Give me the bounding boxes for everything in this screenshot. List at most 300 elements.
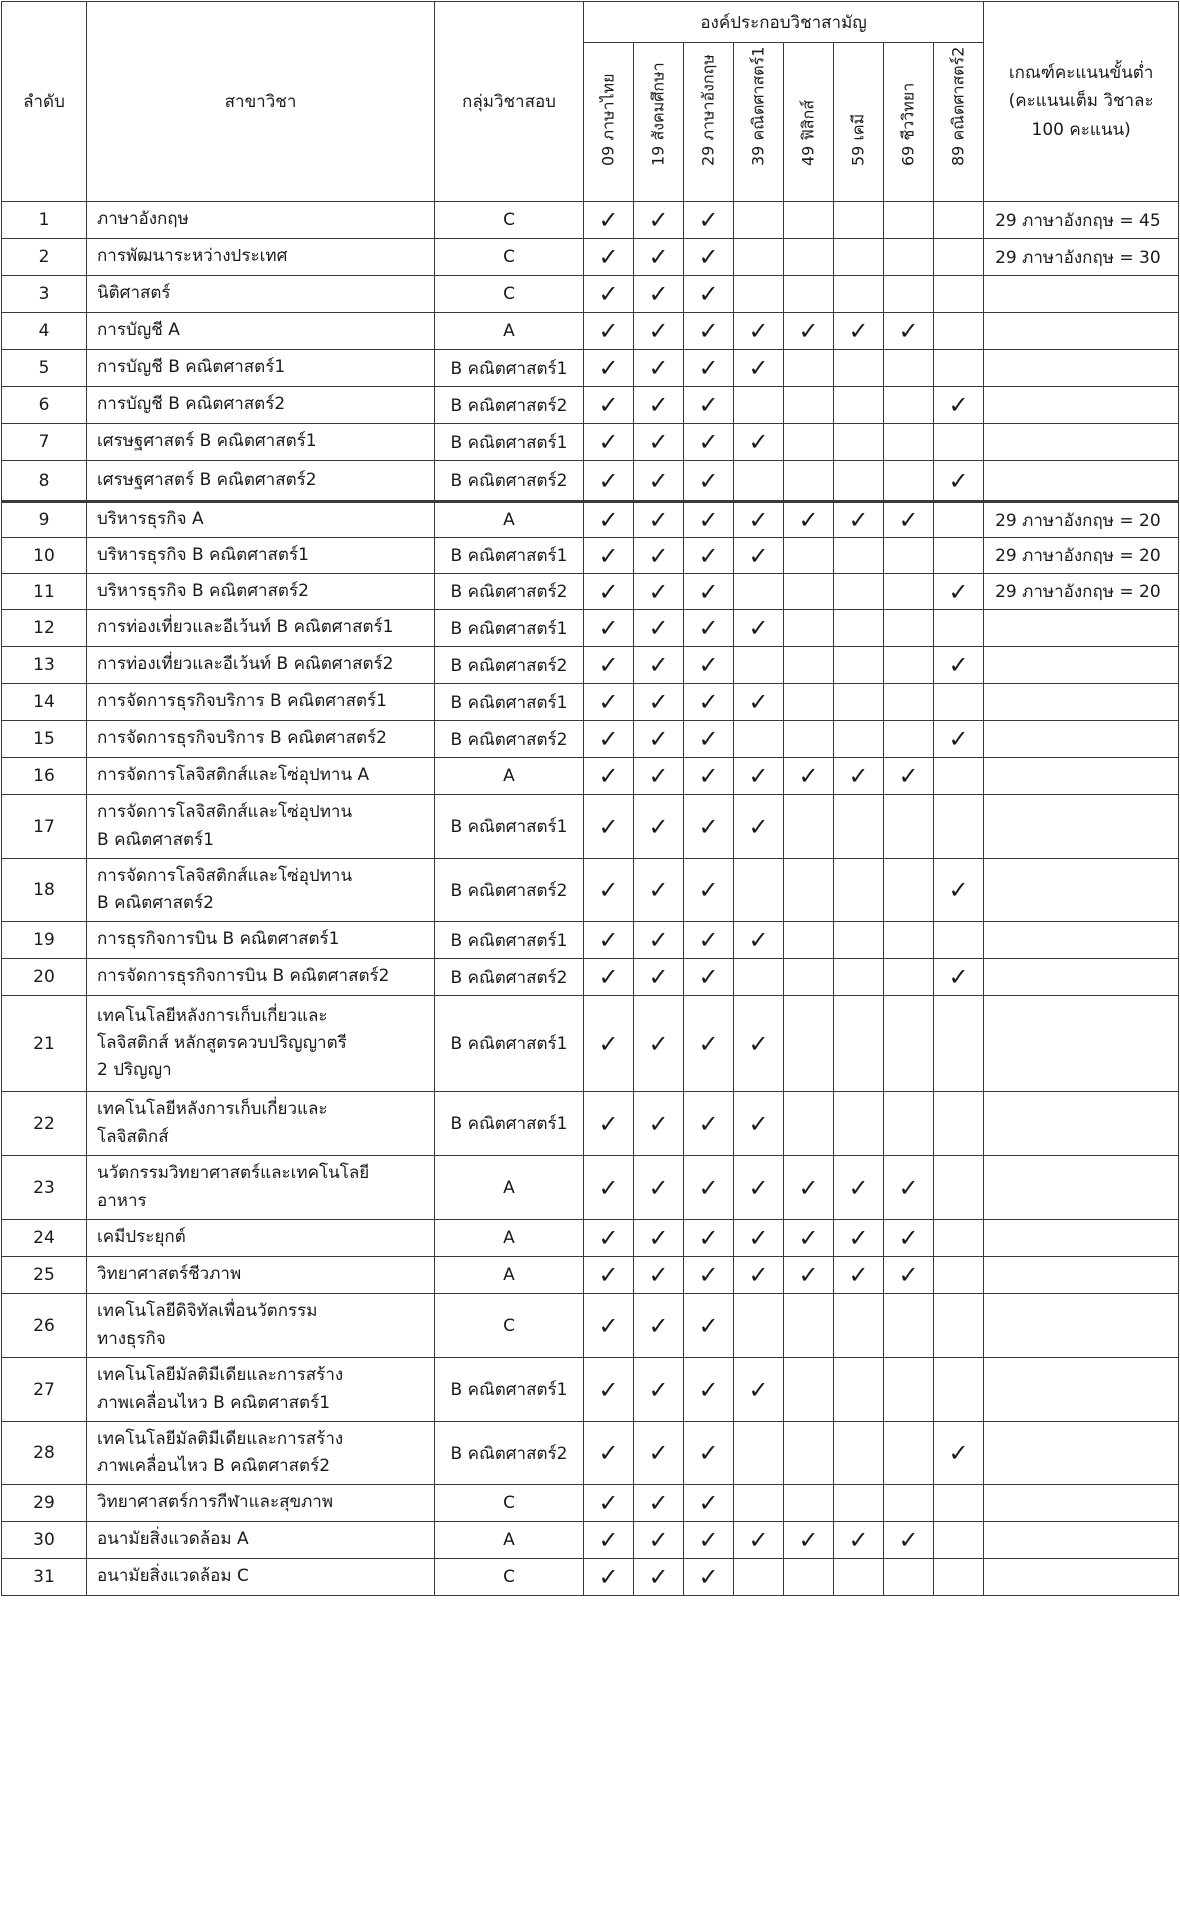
empty-cell: [834, 276, 884, 313]
empty-cell: [734, 1485, 784, 1522]
empty-cell: [934, 538, 984, 574]
check-mark-icon: ✓: [634, 996, 684, 1092]
check-mark-icon: ✓: [684, 1422, 734, 1485]
program-name: [87, 1257, 435, 1294]
admission-criteria-table: [1, 1, 1179, 1596]
check-mark-icon: ✓: [684, 684, 734, 721]
program-name-line: เทคโนโลยีมัลติมีเดียและการสร้าง: [97, 1365, 344, 1386]
empty-cell: [834, 350, 884, 387]
empty-cell: [734, 574, 784, 610]
program-name-line: การจัดการโลจิสติกส์และโซ่อุปทาน: [97, 865, 353, 886]
table-row: [2, 647, 1179, 684]
empty-cell: [834, 574, 884, 610]
program-name-line: การบัญชี B คณิตศาสตร์1: [97, 357, 286, 378]
check-mark-icon: ✓: [684, 996, 734, 1092]
row-index: 13: [2, 647, 87, 684]
subject-header-label: 69 ชีววิทยา: [898, 82, 917, 166]
program-name: [87, 610, 435, 647]
table-row: [2, 1522, 1179, 1559]
check-mark-icon: ✓: [684, 538, 734, 574]
exam-group: B คณิตศาสตร์2: [435, 574, 584, 610]
exam-group: B คณิตศาสตร์1: [435, 684, 584, 721]
empty-cell: [834, 647, 884, 684]
min-score-criteria: 29 ภาษาอังกฤษ = 45: [984, 202, 1179, 239]
empty-cell: [834, 538, 884, 574]
empty-cell: [784, 1092, 834, 1156]
program-name-line: 2 ปริญญา: [97, 1060, 172, 1081]
exam-group: B คณิตศาสตร์1: [435, 795, 584, 859]
row-index: 8: [2, 461, 87, 502]
row-index: 3: [2, 276, 87, 313]
empty-cell: [834, 684, 884, 721]
empty-cell: [884, 922, 934, 959]
check-mark-icon: ✓: [584, 684, 634, 721]
min-score-criteria: [984, 313, 1179, 350]
min-score-criteria: [984, 461, 1179, 502]
program-name: [87, 424, 435, 461]
check-mark-icon: ✓: [584, 1092, 634, 1156]
check-mark-icon: ✓: [684, 313, 734, 350]
criteria-table: [1, 1, 1179, 1596]
program-name-line: นิติศาสตร์: [97, 283, 171, 304]
subject-header-label: 39 คณิตศาสตร์1: [748, 46, 767, 166]
check-mark-icon: ✓: [584, 424, 634, 461]
min-score-criteria: [984, 1485, 1179, 1522]
empty-cell: [884, 276, 934, 313]
header-group: กลุ่มวิชาสอบ: [435, 2, 584, 202]
table-row: [2, 461, 1179, 502]
empty-cell: [734, 647, 784, 684]
check-mark-icon: ✓: [784, 313, 834, 350]
check-mark-icon: ✓: [834, 313, 884, 350]
check-mark-icon: ✓: [934, 721, 984, 758]
check-mark-icon: ✓: [584, 313, 634, 350]
check-mark-icon: ✓: [634, 795, 684, 859]
min-score-criteria: [984, 721, 1179, 758]
exam-group: B คณิตศาสตร์2: [435, 721, 584, 758]
empty-cell: [834, 461, 884, 502]
exam-group: B คณิตศาสตร์2: [435, 387, 584, 424]
check-mark-icon: ✓: [684, 502, 734, 538]
check-mark-icon: ✓: [684, 1092, 734, 1156]
table-row: [2, 350, 1179, 387]
check-mark-icon: ✓: [584, 1522, 634, 1559]
row-index: 16: [2, 758, 87, 795]
table-row: [2, 1257, 1179, 1294]
row-index: 19: [2, 922, 87, 959]
empty-cell: [784, 996, 834, 1092]
program-name-line: การจัดการธุรกิจการบิน B คณิตศาสตร์2: [97, 966, 390, 987]
check-mark-icon: ✓: [684, 574, 734, 610]
empty-cell: [834, 996, 884, 1092]
empty-cell: [934, 922, 984, 959]
check-mark-icon: ✓: [634, 610, 684, 647]
empty-cell: [884, 959, 934, 996]
check-mark-icon: ✓: [634, 1358, 684, 1422]
check-mark-icon: ✓: [634, 574, 684, 610]
min-score-criteria: [984, 1156, 1179, 1220]
empty-cell: [934, 313, 984, 350]
program-name-line: โลจิสติกส์ หลักสูตรควบปริญญาตรี: [97, 1032, 347, 1053]
check-mark-icon: ✓: [684, 922, 734, 959]
program-name-line: เทคโนโลยีหลังการเก็บเกี่ยวและ: [97, 1099, 328, 1120]
check-mark-icon: ✓: [734, 1092, 784, 1156]
program-name: [87, 647, 435, 684]
empty-cell: [734, 239, 784, 276]
empty-cell: [784, 239, 834, 276]
check-mark-icon: ✓: [734, 610, 784, 647]
subject-header-label: 29 ภาษาอังกฤษ: [698, 54, 717, 166]
min-score-criteria: [984, 424, 1179, 461]
check-mark-icon: ✓: [734, 350, 784, 387]
min-score-criteria: [984, 1294, 1179, 1358]
exam-group: A: [435, 313, 584, 350]
row-index: 29: [2, 1485, 87, 1522]
check-mark-icon: ✓: [684, 1559, 734, 1596]
program-name: [87, 202, 435, 239]
program-name-line: อนามัยสิ่งแวดล้อม C: [97, 1566, 249, 1587]
exam-group: B คณิตศาสตร์2: [435, 461, 584, 502]
program-name-line: เทคโนโลยีหลังการเก็บเกี่ยวและ: [97, 1005, 328, 1026]
empty-cell: [884, 538, 934, 574]
table-row: [2, 1092, 1179, 1156]
min-score-criteria: [984, 684, 1179, 721]
program-name-line: บริหารธุรกิจ B คณิตศาสตร์1: [97, 544, 309, 565]
empty-cell: [784, 1422, 834, 1485]
check-mark-icon: ✓: [584, 647, 634, 684]
check-mark-icon: ✓: [884, 1522, 934, 1559]
exam-group: B คณิตศาสตร์1: [435, 1358, 584, 1422]
empty-cell: [784, 859, 834, 922]
check-mark-icon: ✓: [684, 859, 734, 922]
table-row: [2, 1156, 1179, 1220]
row-index: 15: [2, 721, 87, 758]
check-mark-icon: ✓: [584, 758, 634, 795]
empty-cell: [834, 1485, 884, 1522]
program-name: [87, 922, 435, 959]
program-name: [87, 461, 435, 502]
empty-cell: [784, 424, 834, 461]
table-row: [2, 1220, 1179, 1257]
program-name: [87, 1294, 435, 1358]
empty-cell: [834, 1294, 884, 1358]
empty-cell: [884, 574, 934, 610]
program-name-line: การพัฒนาระหว่างประเทศ: [97, 246, 288, 267]
row-index: 1: [2, 202, 87, 239]
empty-cell: [734, 202, 784, 239]
program-name: [87, 1358, 435, 1422]
subject-header: [584, 43, 634, 202]
check-mark-icon: ✓: [584, 461, 634, 502]
check-mark-icon: ✓: [584, 610, 634, 647]
program-name: [87, 1485, 435, 1522]
check-mark-icon: ✓: [734, 1257, 784, 1294]
program-name-line: การจัดการโลจิสติกส์และโซ่อุปทาน: [97, 802, 353, 823]
check-mark-icon: ✓: [584, 1485, 634, 1522]
empty-cell: [834, 859, 884, 922]
check-mark-icon: ✓: [734, 1156, 784, 1220]
check-mark-icon: ✓: [634, 1220, 684, 1257]
check-mark-icon: ✓: [684, 1257, 734, 1294]
exam-group: B คณิตศาสตร์1: [435, 610, 584, 647]
empty-cell: [884, 721, 934, 758]
program-name: [87, 313, 435, 350]
empty-cell: [934, 758, 984, 795]
header-name: สาขาวิชา: [87, 2, 435, 202]
program-name-line: เคมีประยุกต์: [97, 1227, 186, 1248]
empty-cell: [784, 721, 834, 758]
exam-group: C: [435, 1559, 584, 1596]
empty-cell: [934, 1156, 984, 1220]
check-mark-icon: ✓: [684, 610, 734, 647]
program-name-line: การจัดการธุรกิจบริการ B คณิตศาสตร์1: [97, 691, 387, 712]
program-name-line: การท่องเที่ยวและอีเว้นท์ B คณิตศาสตร์1: [97, 617, 394, 638]
min-score-criteria: [984, 1220, 1179, 1257]
table-body: [2, 202, 1179, 1596]
empty-cell: [784, 1294, 834, 1358]
program-name-line: B คณิตศาสตร์1: [97, 829, 214, 850]
row-index: 7: [2, 424, 87, 461]
table-row: [2, 922, 1179, 959]
empty-cell: [934, 239, 984, 276]
min-score-criteria: [984, 387, 1179, 424]
check-mark-icon: ✓: [634, 1522, 684, 1559]
check-mark-icon: ✓: [734, 795, 784, 859]
min-score-criteria: [984, 959, 1179, 996]
check-mark-icon: ✓: [734, 1522, 784, 1559]
subject-header-label: 19 สังคมศึกษา: [648, 62, 667, 166]
exam-group: C: [435, 1294, 584, 1358]
check-mark-icon: ✓: [884, 1220, 934, 1257]
check-mark-icon: ✓: [684, 758, 734, 795]
min-score-criteria: [984, 350, 1179, 387]
check-mark-icon: ✓: [584, 1257, 634, 1294]
exam-group: C: [435, 276, 584, 313]
empty-cell: [734, 276, 784, 313]
check-mark-icon: ✓: [684, 202, 734, 239]
check-mark-icon: ✓: [834, 502, 884, 538]
program-name-line: การบัญชี B คณิตศาสตร์2: [97, 394, 286, 415]
table-row: [2, 502, 1179, 538]
check-mark-icon: ✓: [584, 721, 634, 758]
row-index: 14: [2, 684, 87, 721]
check-mark-icon: ✓: [734, 758, 784, 795]
empty-cell: [884, 202, 934, 239]
empty-cell: [734, 1559, 784, 1596]
check-mark-icon: ✓: [634, 1156, 684, 1220]
program-name-line: การจัดการโลจิสติกส์และโซ่อุปทาน A: [97, 765, 370, 786]
exam-group: C: [435, 202, 584, 239]
min-score-criteria: 29 ภาษาอังกฤษ = 30: [984, 239, 1179, 276]
check-mark-icon: ✓: [884, 1257, 934, 1294]
exam-group: B คณิตศาสตร์1: [435, 538, 584, 574]
empty-cell: [784, 276, 834, 313]
row-index: 6: [2, 387, 87, 424]
empty-cell: [934, 424, 984, 461]
empty-cell: [734, 1422, 784, 1485]
check-mark-icon: ✓: [784, 1156, 834, 1220]
empty-cell: [884, 996, 934, 1092]
check-mark-icon: ✓: [584, 1220, 634, 1257]
exam-group: A: [435, 1522, 584, 1559]
min-score-criteria: 29 ภาษาอังกฤษ = 20: [984, 502, 1179, 538]
check-mark-icon: ✓: [584, 1358, 634, 1422]
check-mark-icon: ✓: [934, 859, 984, 922]
program-name-line: การธุรกิจการบิน B คณิตศาสตร์1: [97, 929, 340, 950]
table-row: [2, 859, 1179, 922]
min-score-criteria: [984, 1559, 1179, 1596]
program-name: [87, 1422, 435, 1485]
program-name: [87, 1092, 435, 1156]
exam-group: C: [435, 239, 584, 276]
check-mark-icon: ✓: [684, 1294, 734, 1358]
exam-group: A: [435, 1156, 584, 1220]
empty-cell: [884, 1422, 934, 1485]
empty-cell: [934, 1559, 984, 1596]
check-mark-icon: ✓: [584, 1156, 634, 1220]
subject-header-label: 09 ภาษาไทย: [598, 73, 617, 166]
empty-cell: [784, 574, 834, 610]
min-score-criteria: [984, 922, 1179, 959]
subject-header: [684, 43, 734, 202]
min-score-criteria: [984, 758, 1179, 795]
program-name-line: ภาพเคลื่อนไหว B คณิตศาสตร์2: [97, 1456, 331, 1476]
empty-cell: [884, 795, 934, 859]
exam-group: C: [435, 1485, 584, 1522]
row-index: 31: [2, 1559, 87, 1596]
empty-cell: [884, 684, 934, 721]
program-name-line: การจัดการธุรกิจบริการ B คณิตศาสตร์2: [97, 728, 387, 749]
subject-header-label: 59 เคมี: [848, 113, 867, 166]
check-mark-icon: ✓: [584, 1294, 634, 1358]
check-mark-icon: ✓: [584, 276, 634, 313]
check-mark-icon: ✓: [584, 387, 634, 424]
check-mark-icon: ✓: [784, 502, 834, 538]
program-name: [87, 1559, 435, 1596]
empty-cell: [934, 996, 984, 1092]
exam-group: B คณิตศาสตร์2: [435, 647, 584, 684]
min-score-criteria: [984, 859, 1179, 922]
min-score-criteria: 29 ภาษาอังกฤษ = 20: [984, 574, 1179, 610]
program-name-line: เทคโนโลยีมัลติมีเดียและการสร้าง: [97, 1428, 344, 1449]
row-index: 18: [2, 859, 87, 922]
exam-group: B คณิตศาสตร์1: [435, 996, 584, 1092]
empty-cell: [884, 1559, 934, 1596]
check-mark-icon: ✓: [634, 350, 684, 387]
table-row: [2, 387, 1179, 424]
row-index: 10: [2, 538, 87, 574]
table-row: [2, 1485, 1179, 1522]
check-mark-icon: ✓: [834, 1257, 884, 1294]
empty-cell: [884, 647, 934, 684]
empty-cell: [884, 1294, 934, 1358]
check-mark-icon: ✓: [634, 721, 684, 758]
check-mark-icon: ✓: [684, 461, 734, 502]
program-name-line: วิทยาศาสตร์การกีฬาและสุขภาพ: [97, 1492, 334, 1513]
check-mark-icon: ✓: [584, 996, 634, 1092]
program-name-line: อนามัยสิ่งแวดล้อม A: [97, 1529, 249, 1550]
empty-cell: [884, 1485, 934, 1522]
exam-group: B คณิตศาสตร์1: [435, 424, 584, 461]
empty-cell: [734, 387, 784, 424]
check-mark-icon: ✓: [884, 313, 934, 350]
program-name: [87, 276, 435, 313]
subject-header-label: 49 ฟิสิกส์: [798, 100, 817, 166]
program-name: [87, 859, 435, 922]
exam-group: A: [435, 1257, 584, 1294]
check-mark-icon: ✓: [684, 647, 734, 684]
empty-cell: [884, 610, 934, 647]
empty-cell: [784, 959, 834, 996]
min-score-criteria: [984, 276, 1179, 313]
check-mark-icon: ✓: [584, 922, 634, 959]
check-mark-icon: ✓: [884, 758, 934, 795]
program-name-line: ทางธุรกิจ: [97, 1328, 166, 1349]
table-row: [2, 684, 1179, 721]
empty-cell: [934, 1092, 984, 1156]
check-mark-icon: ✓: [584, 1559, 634, 1596]
empty-cell: [834, 922, 884, 959]
check-mark-icon: ✓: [584, 795, 634, 859]
exam-group: B คณิตศาสตร์1: [435, 1092, 584, 1156]
row-index: 26: [2, 1294, 87, 1358]
program-name: [87, 959, 435, 996]
program-name: [87, 350, 435, 387]
program-name-line: B คณิตศาสตร์2: [97, 893, 214, 913]
check-mark-icon: ✓: [934, 461, 984, 502]
check-mark-icon: ✓: [634, 313, 684, 350]
empty-cell: [784, 387, 834, 424]
empty-cell: [884, 461, 934, 502]
empty-cell: [884, 1358, 934, 1422]
check-mark-icon: ✓: [634, 1257, 684, 1294]
check-mark-icon: ✓: [734, 1220, 784, 1257]
program-name: [87, 1156, 435, 1220]
empty-cell: [884, 859, 934, 922]
empty-cell: [934, 502, 984, 538]
empty-cell: [834, 959, 884, 996]
check-mark-icon: ✓: [584, 239, 634, 276]
check-mark-icon: ✓: [634, 276, 684, 313]
check-mark-icon: ✓: [834, 1522, 884, 1559]
table-row: [2, 1294, 1179, 1358]
check-mark-icon: ✓: [584, 959, 634, 996]
empty-cell: [834, 1559, 884, 1596]
check-mark-icon: ✓: [634, 461, 684, 502]
check-mark-icon: ✓: [634, 1559, 684, 1596]
check-mark-icon: ✓: [584, 202, 634, 239]
empty-cell: [834, 1422, 884, 1485]
check-mark-icon: ✓: [584, 859, 634, 922]
program-name: [87, 795, 435, 859]
empty-cell: [784, 1485, 834, 1522]
empty-cell: [784, 795, 834, 859]
table-row: [2, 959, 1179, 996]
subject-header-label: 89 คณิตศาสตร์2: [948, 46, 968, 166]
program-name-line: วิทยาศาสตร์ชีวภาพ: [97, 1264, 242, 1285]
row-index: 20: [2, 959, 87, 996]
empty-cell: [734, 859, 784, 922]
header-criteria-line: เกณฑ์คะแนนขั้นต่ำ: [1008, 63, 1154, 84]
table-row: [2, 758, 1179, 795]
check-mark-icon: ✓: [934, 387, 984, 424]
program-name-line: ภาพเคลื่อนไหว B คณิตศาสตร์1: [97, 1392, 331, 1413]
subject-header: [734, 43, 784, 202]
empty-cell: [784, 1559, 834, 1596]
empty-cell: [934, 1358, 984, 1422]
row-index: 2: [2, 239, 87, 276]
empty-cell: [934, 1220, 984, 1257]
